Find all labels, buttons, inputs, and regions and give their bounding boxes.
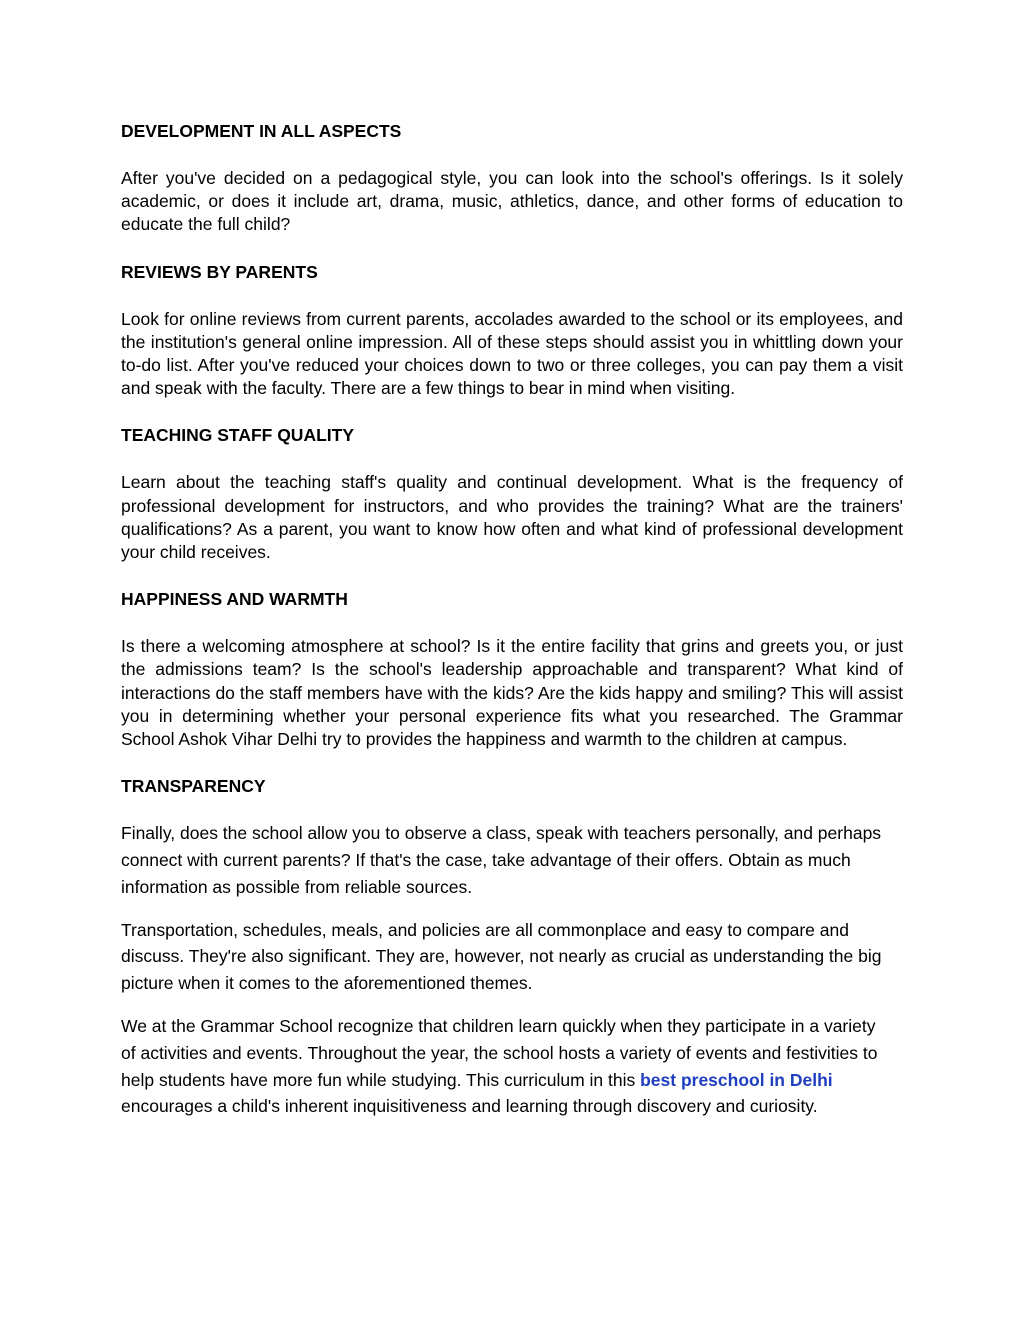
section-heading-happiness: HAPPINESS AND WARMTH bbox=[121, 589, 348, 610]
closing-text-before-link: We at the Grammar School recognize that children learn quickly when they participate in a variety of activities and events. Throughout the year, the school hosts a variety of events and festivities to help students have more fun while studying. This curriculum in this bbox=[121, 1016, 878, 1090]
section-heading-teaching-staff: TEACHING STAFF QUALITY bbox=[121, 425, 354, 446]
section-paragraph-teaching-staff: Learn about the teaching staff's quality and continual development. What is the frequency of professional development for instructors, and who provides the training? What are the trainers' qualifications? As a parent, you want to know how often and what kind of professional development your child receives. bbox=[121, 472, 903, 563]
section-paragraph-development: After you've decided on a pedagogical style, you can look into the school's offerings. Is it solely academic, or does it include art, drama, music, athletics, dance, and other forms of education to educate the full child? bbox=[121, 168, 903, 235]
paragraph-transportation: Transportation, schedules, meals, and policies are all commonplace and easy to compare and discuss. They're also significant. They are, however, not nearly as crucial as understanding the big picture when it comes to the aforementioned themes. bbox=[121, 919, 882, 994]
section-heading-transparency: TRANSPARENCY bbox=[121, 776, 266, 797]
section-paragraph-reviews: Look for online reviews from current parents, accolades awarded to the school or its employees, and the institution's general online impression. All of these steps should assist you in whittling down your to-do list. After you've reduced your choices down to two or three colleges, you can pay them a visit and speak with the faculty. There are a few things to bear in mind when visiting. bbox=[121, 308, 903, 399]
best-preschool-link[interactable]: best preschool in Delhi bbox=[640, 1069, 833, 1090]
section-heading-development: DEVELOPMENT IN ALL ASPECTS bbox=[121, 121, 402, 141]
closing-paragraph bbox=[121, 1013, 891, 1120]
closing-text-after-link: encourages a child's inherent inquisitiveness and learning through discovery and curiosity. bbox=[121, 1096, 818, 1117]
document-page bbox=[121, 120, 903, 1120]
section-paragraph-happiness: Is there a welcoming atmosphere at school? Is it the entire facility that grins and greets you, or just the admissions team? Is the school's leadership approachable and transparent? What kind of interactions do the staff members have with the kids? Are the kids happy and smiling? This will assist you in determining whether your personal experience fits what you researched. The Grammar School Ashok Vihar Delhi try to provides the happiness and warmth to the children at campus. bbox=[121, 636, 903, 750]
section-heading-reviews: REVIEWS BY PARENTS bbox=[121, 261, 318, 282]
section-paragraph-transparency: Finally, does the school allow you to observe a class, speak with teachers personally, and perhaps connect with current parents? If that's the case, take advantage of their offers. Obtain as much information as possible from reliable sources. bbox=[121, 823, 882, 897]
